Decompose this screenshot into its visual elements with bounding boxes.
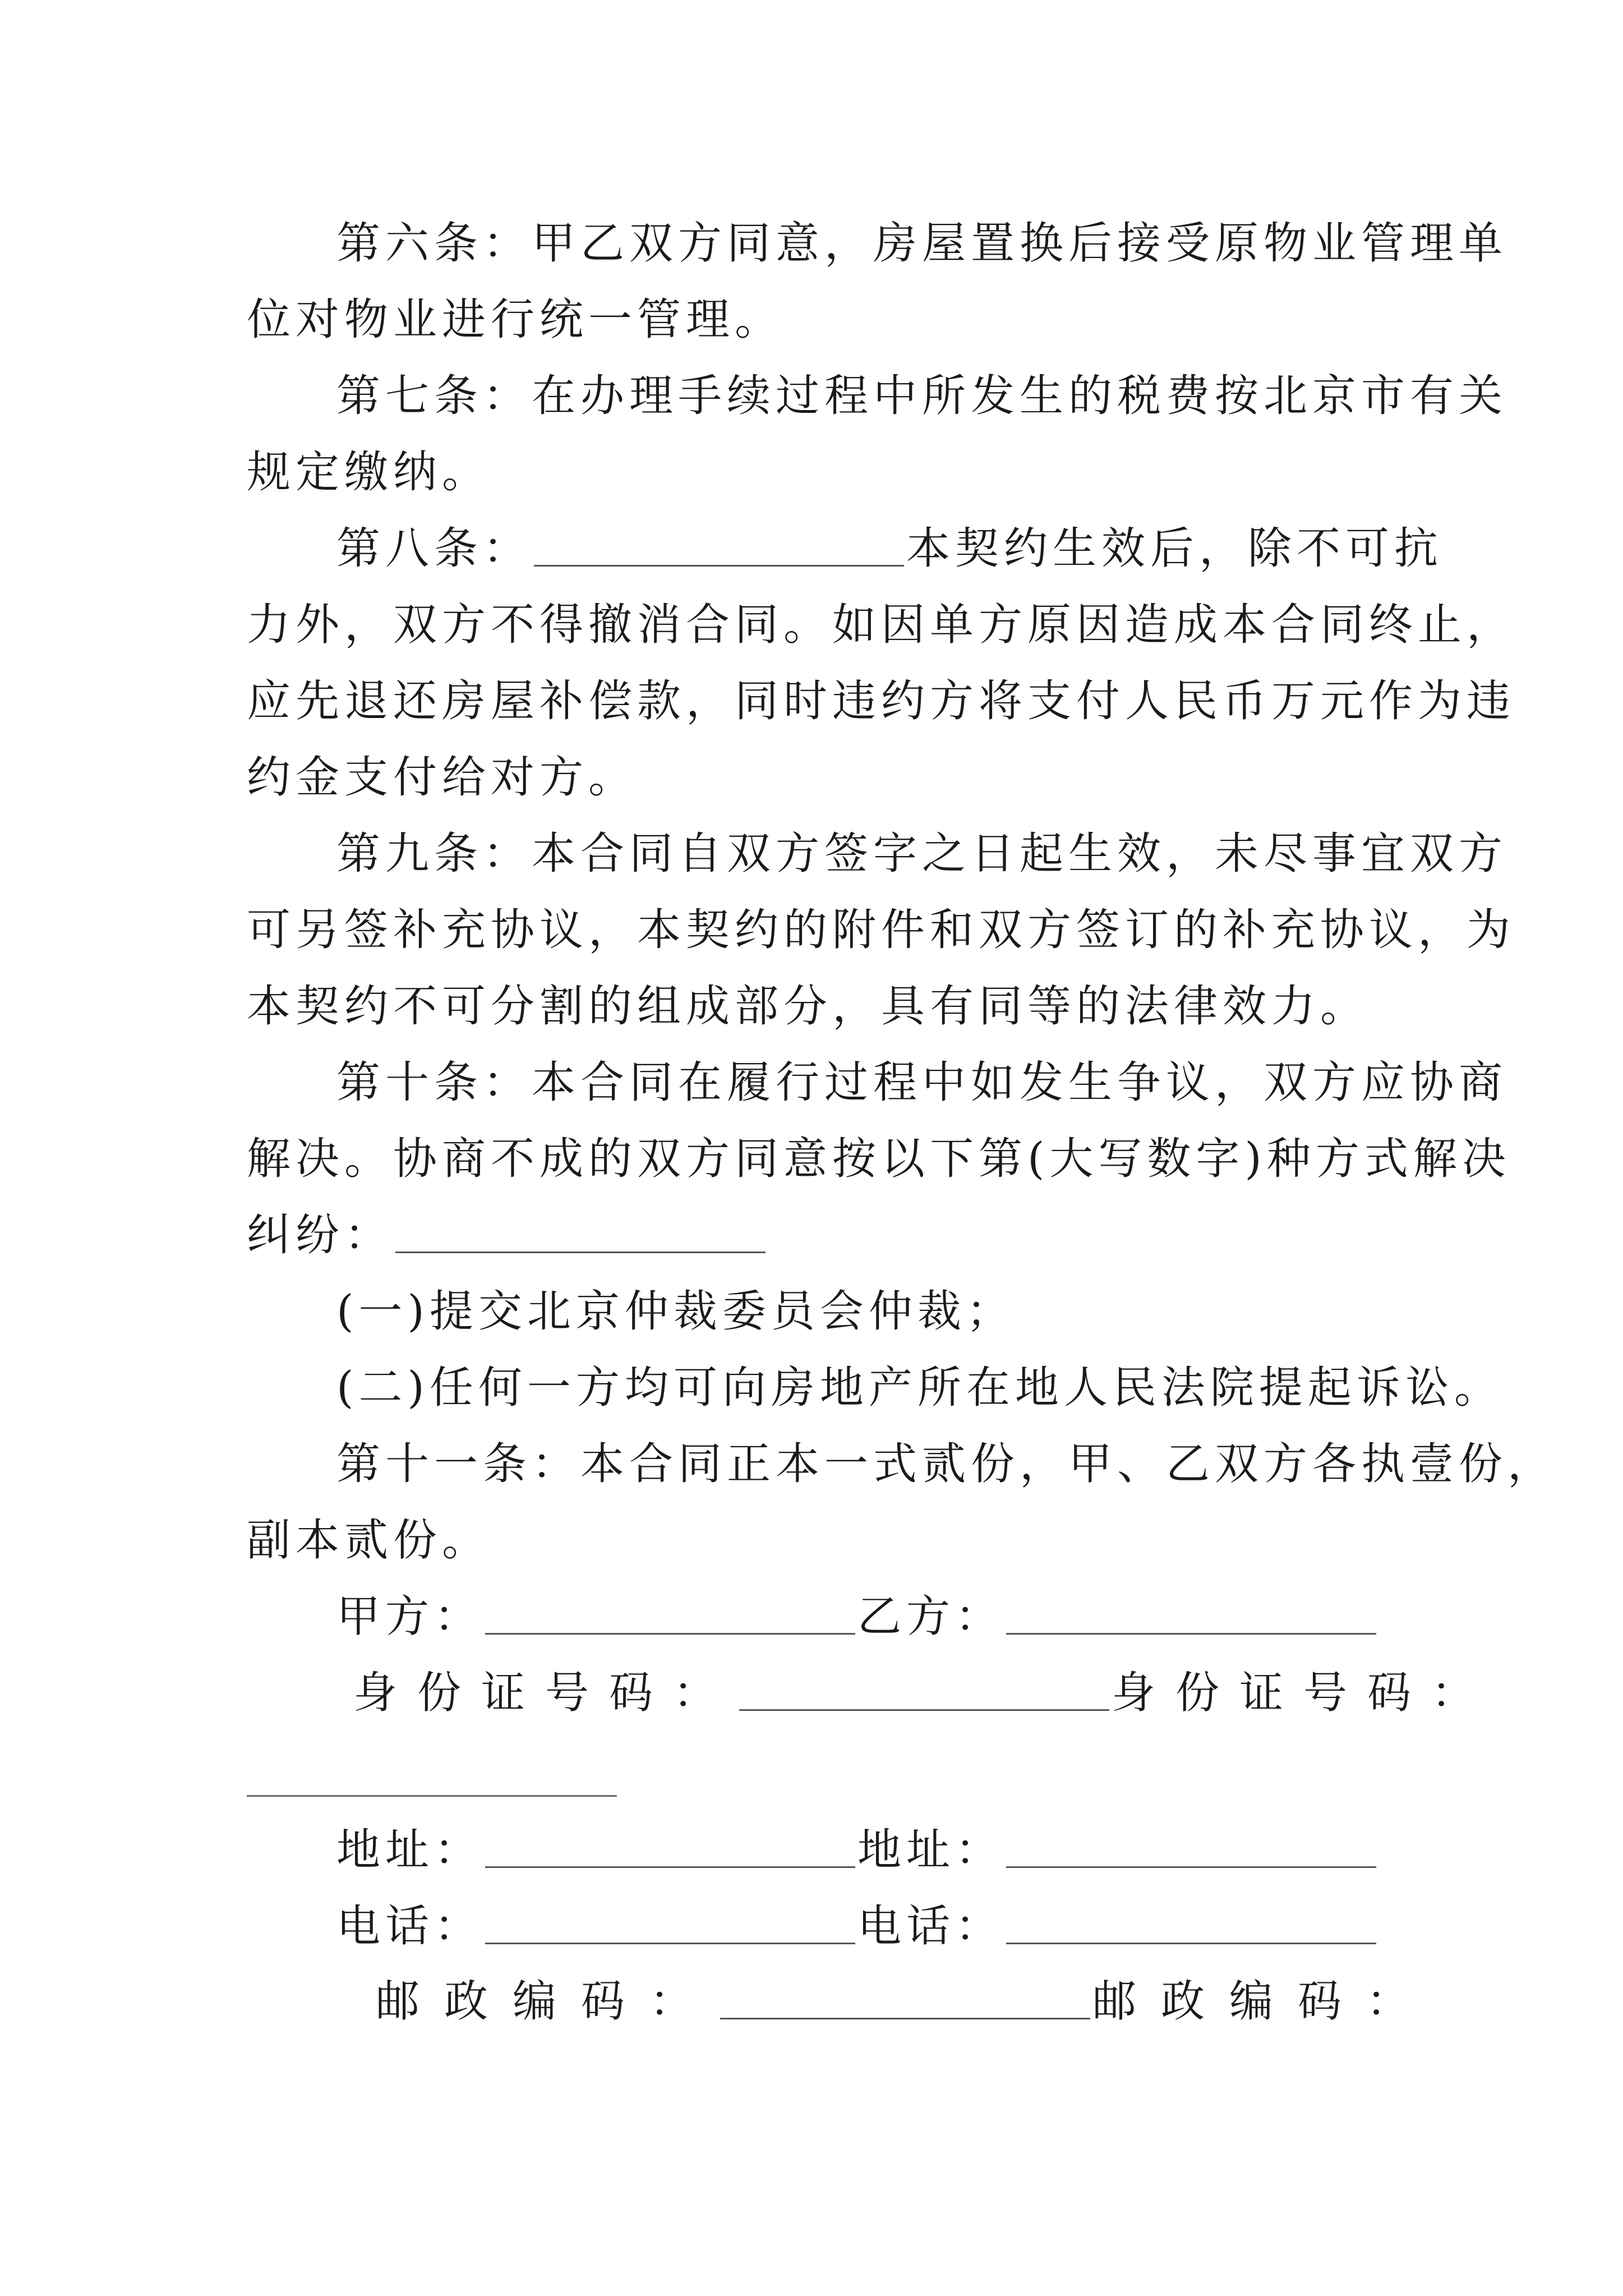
article-6-line-1: 第六条：甲乙双方同意，房屋置换后接受原物业管理单	[336, 218, 1508, 269]
article-8-line-1	[336, 510, 1444, 587]
article-9-line-2: 可另签补充协议，本契约的附件和双方签订的补充协议，为	[247, 905, 1516, 955]
address-row	[336, 1812, 1385, 1888]
id-number-row	[353, 1655, 1496, 1731]
article-10-dispute-label: 纠纷：	[247, 1210, 394, 1260]
article-8-blank[interactable]	[534, 564, 904, 567]
address-blank-b[interactable]	[1006, 1865, 1376, 1868]
party-a-blank[interactable]	[485, 1632, 855, 1635]
id-number-label-b: 身份证号码：	[1112, 1668, 1496, 1718]
phone-label-a: 电话：	[336, 1901, 483, 1952]
postal-code-row	[376, 1963, 1435, 2040]
address-label-b: 地址：	[857, 1825, 1004, 1875]
party-b-label: 乙方：	[857, 1591, 1004, 1642]
postal-code-label-b: 邮政编码：	[1092, 1976, 1435, 2027]
article-11-line-1: 第十一条：本合同正本一式贰份，甲、乙双方各执壹份，	[336, 1439, 1557, 1489]
article-8-line-4: 约金支付给对方。	[247, 752, 638, 803]
party-row	[336, 1579, 1385, 1655]
article-10-line-2: 解决。协商不成的双方同意按以下第(大写数字)种方式解决	[247, 1134, 1511, 1184]
article-8-suffix: 本契约生效后，除不可抗	[906, 523, 1444, 574]
phone-row	[336, 1888, 1385, 1964]
article-9-line-3: 本契约不可分割的组成部分，具有同等的法律效力。	[247, 981, 1370, 1032]
article-7-line-2: 规定缴纳。	[247, 447, 491, 498]
party-b-blank[interactable]	[1006, 1632, 1376, 1635]
option-arbitration: (一)提交北京仲裁委员会仲裁；	[336, 1286, 1015, 1337]
phone-label-b: 电话：	[857, 1901, 1004, 1952]
article-8-line-3: 应先退还房屋补偿款，同时违约方将支付人民币万元作为违	[247, 676, 1516, 726]
option-litigation: (二)任何一方均可向房地产所在地人民法院提起诉讼。	[336, 1363, 1503, 1413]
id-number-blank-a[interactable]	[739, 1708, 1109, 1711]
article-6-line-2: 位对物业进行统一管理。	[247, 295, 784, 345]
article-9-line-1: 第九条：本合同自双方签字之日起生效，未尽事宜双方	[336, 829, 1508, 879]
postal-code-blank-a[interactable]	[720, 2017, 1090, 2019]
postal-code-label-a: 邮政编码：	[376, 1976, 718, 2027]
article-7-line-1: 第七条：在办理手续过程中所发生的税费按北京市有关	[336, 371, 1508, 421]
article-11-line-2: 副本贰份。	[247, 1515, 491, 1566]
id-number-blank-b[interactable]	[247, 1795, 617, 1797]
article-8-prefix: 第八条：	[336, 523, 532, 574]
address-blank-a[interactable]	[485, 1865, 855, 1868]
phone-blank-b[interactable]	[1006, 1941, 1376, 1944]
party-a-label: 甲方：	[336, 1591, 483, 1642]
article-8-line-2: 力外，双方不得撤消合同。如因单方原因造成本合同终止，	[247, 600, 1516, 650]
address-label-a: 地址：	[336, 1825, 483, 1875]
article-10-line-3	[247, 1197, 1385, 1273]
id-number-label-a: 身份证号码：	[353, 1668, 737, 1718]
phone-blank-a[interactable]	[485, 1941, 855, 1944]
article-10-line-1: 第十条：本合同在履行过程中如发生争议，双方应协商	[336, 1057, 1508, 1108]
dispute-option-blank[interactable]	[395, 1250, 766, 1253]
